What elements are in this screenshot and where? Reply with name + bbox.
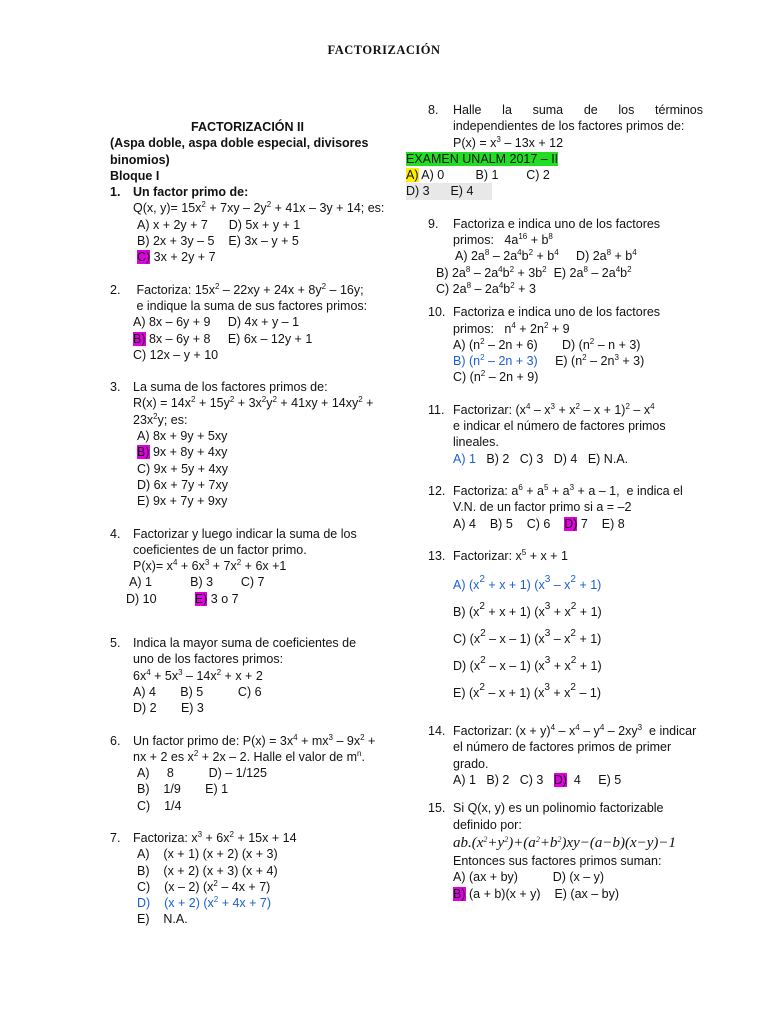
problem-3-option-b: B) 9x + 8y + 4xy [137,445,228,460]
problem-11-stem-3: lineales. [453,435,499,450]
problem-13-option-d: D) $(x^2 - x - 1) (x^3 + x^2 + 1)$ [453,655,602,674]
problem-5-stem: 5. Indica la mayor suma de coeficientes de [110,636,357,651]
problem-11-stem: 11. Factorizar: $(x^4 - x^3 + x^2 - x + 1)^2 - x^4$ [428,401,655,417]
problem-8-stem-2: independientes de los factores primos de: [453,119,685,134]
problem-3-polynomial: $R(x) = 14x^2 + 15y^2 + 3x^2y^2 + 41xy + 14xy^2$ + [133,395,374,411]
problem-15-stem-4: Entonces sus factores primos suman: [453,853,662,868]
section-subtitle-2: binomios) [110,152,170,167]
problem-11-stem-2: e indicar el número de factores primos [453,419,666,434]
answer-marker: B) [137,445,150,460]
problem-8-polynomial: $P(x) = x^3 - 13x + 12$ [453,134,564,150]
problem-7-stem: 7. Factoriza: $x^3 + 6x^2 + 15x + 14$ [110,829,297,845]
problem-9-stem-2: primos: $4a^{16} + b^8$ [453,232,553,248]
problem-14-options: A) 1 B) 2 C) 3 D) 4 E) 5 [453,773,622,788]
problem-1-stem: 1. Un factor primo de: [110,185,249,200]
section-subtitle-1: (Aspa doble, aspa doble especial, divisores [110,136,369,151]
problem-7-option-a: A) (x + 1) (x + 2) (x + 3) [137,847,278,862]
answer-marker: D) [553,773,567,788]
problem-9-stem: 9. Factoriza e indica uno de los factores [428,216,661,231]
problem-10-stem: 10. Factoriza e indica uno de los factores [428,305,661,320]
problem-6-stem: 6. Un factor primo de: $P(x) = 3x^4 + mx^3 - 9x^2$ + [110,732,376,748]
problem-1-polynomial: Q(x, $y)= 15x^2 + 7xy - 2y^2 + 41x - 3y + 14$; es: [133,200,385,216]
problem-11-options: A) 1 B) 2 C) 3 D) 4 E) N.A. [453,451,629,466]
problem-13-option-b: B) $(x^2 + x + 1) (x^3 + x^2 + 1)$ [453,601,602,620]
problem-9-options-be: B) $2a^8 - 2a^4b^2 + 3b^2$ E) $2a^8 - 2a^4b^2$ [436,264,632,280]
answer-marker: B) [453,886,466,901]
problem-2-option-c: C) 12x – y + 10 [133,347,219,362]
problem-15-options-be: B) (a + b)(x + y) E) (ax – by) [453,886,620,901]
problem-4-stem: 4. Factorizar y luego indicar la suma de los [110,526,357,541]
problem-8-options-abc: A) A) 0 B) 1 C) 2 [406,168,550,183]
problem-14-stem-2: el número de factores primos de primer [453,740,672,755]
exam-tag: EXAMEN UNALM 2017 – II [406,151,559,166]
problem-6-stem-2: nx + 2 es $x^2 + 2x - 2$. Halle el valor de $m^n$. [133,748,365,764]
problem-10-option-c: C) $(n^2 - 2n + 9)$ [453,369,539,385]
problem-8-options-de: D) 3 E) 4 [406,183,706,199]
problem-7-option-b: B) (x + 2) (x + 3) (x + 4) [137,863,278,878]
answer-marker: D) [564,516,578,531]
problem-15-options-ad: A) (ax + by) D) (x – y) [453,870,605,885]
problem-12-stem: 12. Factoriza: $a^6 + a^5 + a^3 + a - 1$, e indica el [428,482,683,498]
problem-12-stem-2: V.N. de un factor primo si a = –2 [453,500,632,515]
problem-3-option-a: A) 8x + 9y + 5xy [137,429,228,444]
problem-9-option-c: C) $2a^8 - 2a^4b^2 + 3$ [436,280,536,296]
problem-13-option-c: C) ($x^2$ – x – 1) $(x^3 - x^2 + 1)$ [453,628,602,647]
problem-4-options-abc: A) 1 B) 3 C) 7 [129,575,265,590]
problem-5-stem-2: uno de los factores primos: [133,652,284,667]
problem-7-option-c: C) (x – 2) $(x^2 - 4x + 7)$ [137,878,271,894]
problem-14-stem: 14. Factorizar: $(x + y)^4 - x^4 - y^4 - 2xy^3$ e indicar [428,723,697,739]
problem-3-polynomial-2: $23x^2y$; es: [133,411,188,427]
problem-2-options-be: B) 8x – 6y + 8 E) 6x – 12y + 1 [133,331,313,346]
problem-12-options: A) 4 B) 5 C) 6 D) 7 E) 8 [453,516,625,531]
problem-6-option-c: C) 1/4 [137,798,182,813]
problem-3-option-c: C) 9x + 5y + 4xy [137,461,229,476]
left-column [110,119,385,928]
problem-3-option-d: D) 6x + 7y + 7xy [137,477,229,492]
problem-1-options-ad: A) x + 2y + 7 D) 5x + y + 1 [137,217,301,232]
problem-8-stem: 8. Halle la suma de los términos [428,103,703,117]
problem-5-polynomial: $6x^4 + 5x^3 - 14x^2 + x + 2$ [133,667,263,683]
problem-15-stem-2: definido por: [453,817,522,832]
problem-9-options-ad: A) $2a^8 - 2a^4b^2 + b^4$ D) $2a^8 + b^4$ [455,248,637,264]
problem-10-options-be: B) $(n^2 - 2n + 3)$ E) $(n^2 - 2n^3 + 3)$ [453,353,645,369]
problem-4-options-de: D) 10 E) 3 o 7 [126,591,239,606]
problem-13-option-a: A) $(x^2 + x + 1)$ $(x^3 - x^2 + 1)$ [453,574,602,593]
problem-6-options-be: B) 1/9 E) 1 [137,782,229,797]
answer-marker: C) [137,250,151,265]
problem-5-options-abc: A) 4 B) 5 C) 6 [133,684,262,699]
page-title: FACTORIZACIÓN [327,43,441,57]
problem-2-stem: 2. Factoriza: $15x^2 - 22xy + 24x + 8y^2 - 16y$; [110,281,364,297]
problem-13-stem: 13. Factorizar: $x^5 + x + 1$ [428,547,568,563]
block-label: Bloque I [110,168,160,183]
problem-7-option-e: E) N.A. [137,912,188,927]
problem-10-options-ad: A) $(n^2 - 2n + 6)$ D) $(n^2 - n + 3)$ [453,336,641,352]
right-column [406,102,706,902]
problem-15-formula: $ab.(x^2+y^2)+(a^2+b^2)xy-(a-b)(x-y)-1$ [453,834,677,851]
problem-14-stem-3: grado. [453,756,489,771]
problem-5-options-de: D) 2 E) 3 [133,701,204,716]
problem-3-stem: 3. La suma de los factores primos de: [110,380,328,395]
problem-2-stem-2: e indique la suma de sus factores primos: [133,298,368,313]
problem-6-options-ad: A) 8 D) – 1/125 [137,766,267,781]
section-title: FACTORIZACIÓN II [191,120,304,134]
problem-15-stem: 15. Si Q(x, y) es un polinomio factorizable [428,801,664,816]
problem-1-option-c: C) 3x + 2y + 7 [137,250,216,265]
answer-marker: B) [133,331,146,346]
problem-4-stem-2: coeficientes de un factor primo. [133,542,307,557]
problem-10-stem-2: primos: $n^4 + 2n^2 + 9$ [453,320,570,336]
problem-13-option-e: E) $(x^2 - x + 1) (x^3 + x^2 - 1)$ [453,682,601,701]
problem-2-options-ad: A) 8x – 6y + 9 D) 4x + y – 1 [133,315,300,330]
answer-marker: A) [406,168,419,183]
problem-1-options-be: B) 2x + 3y – 5 E) 3x – y + 5 [137,234,299,249]
problem-4-polynomial: $P(x)= x^4 + 6x^3 + 7x^2 + 6x +1$ [133,558,287,574]
answer-marker: E) [194,591,208,606]
problem-3-option-e: E) 9x + 7y + 9xy [137,494,228,509]
problem-7-option-d: D) (x + 2) $(x^2 + 4x + 7)$ [137,895,272,911]
